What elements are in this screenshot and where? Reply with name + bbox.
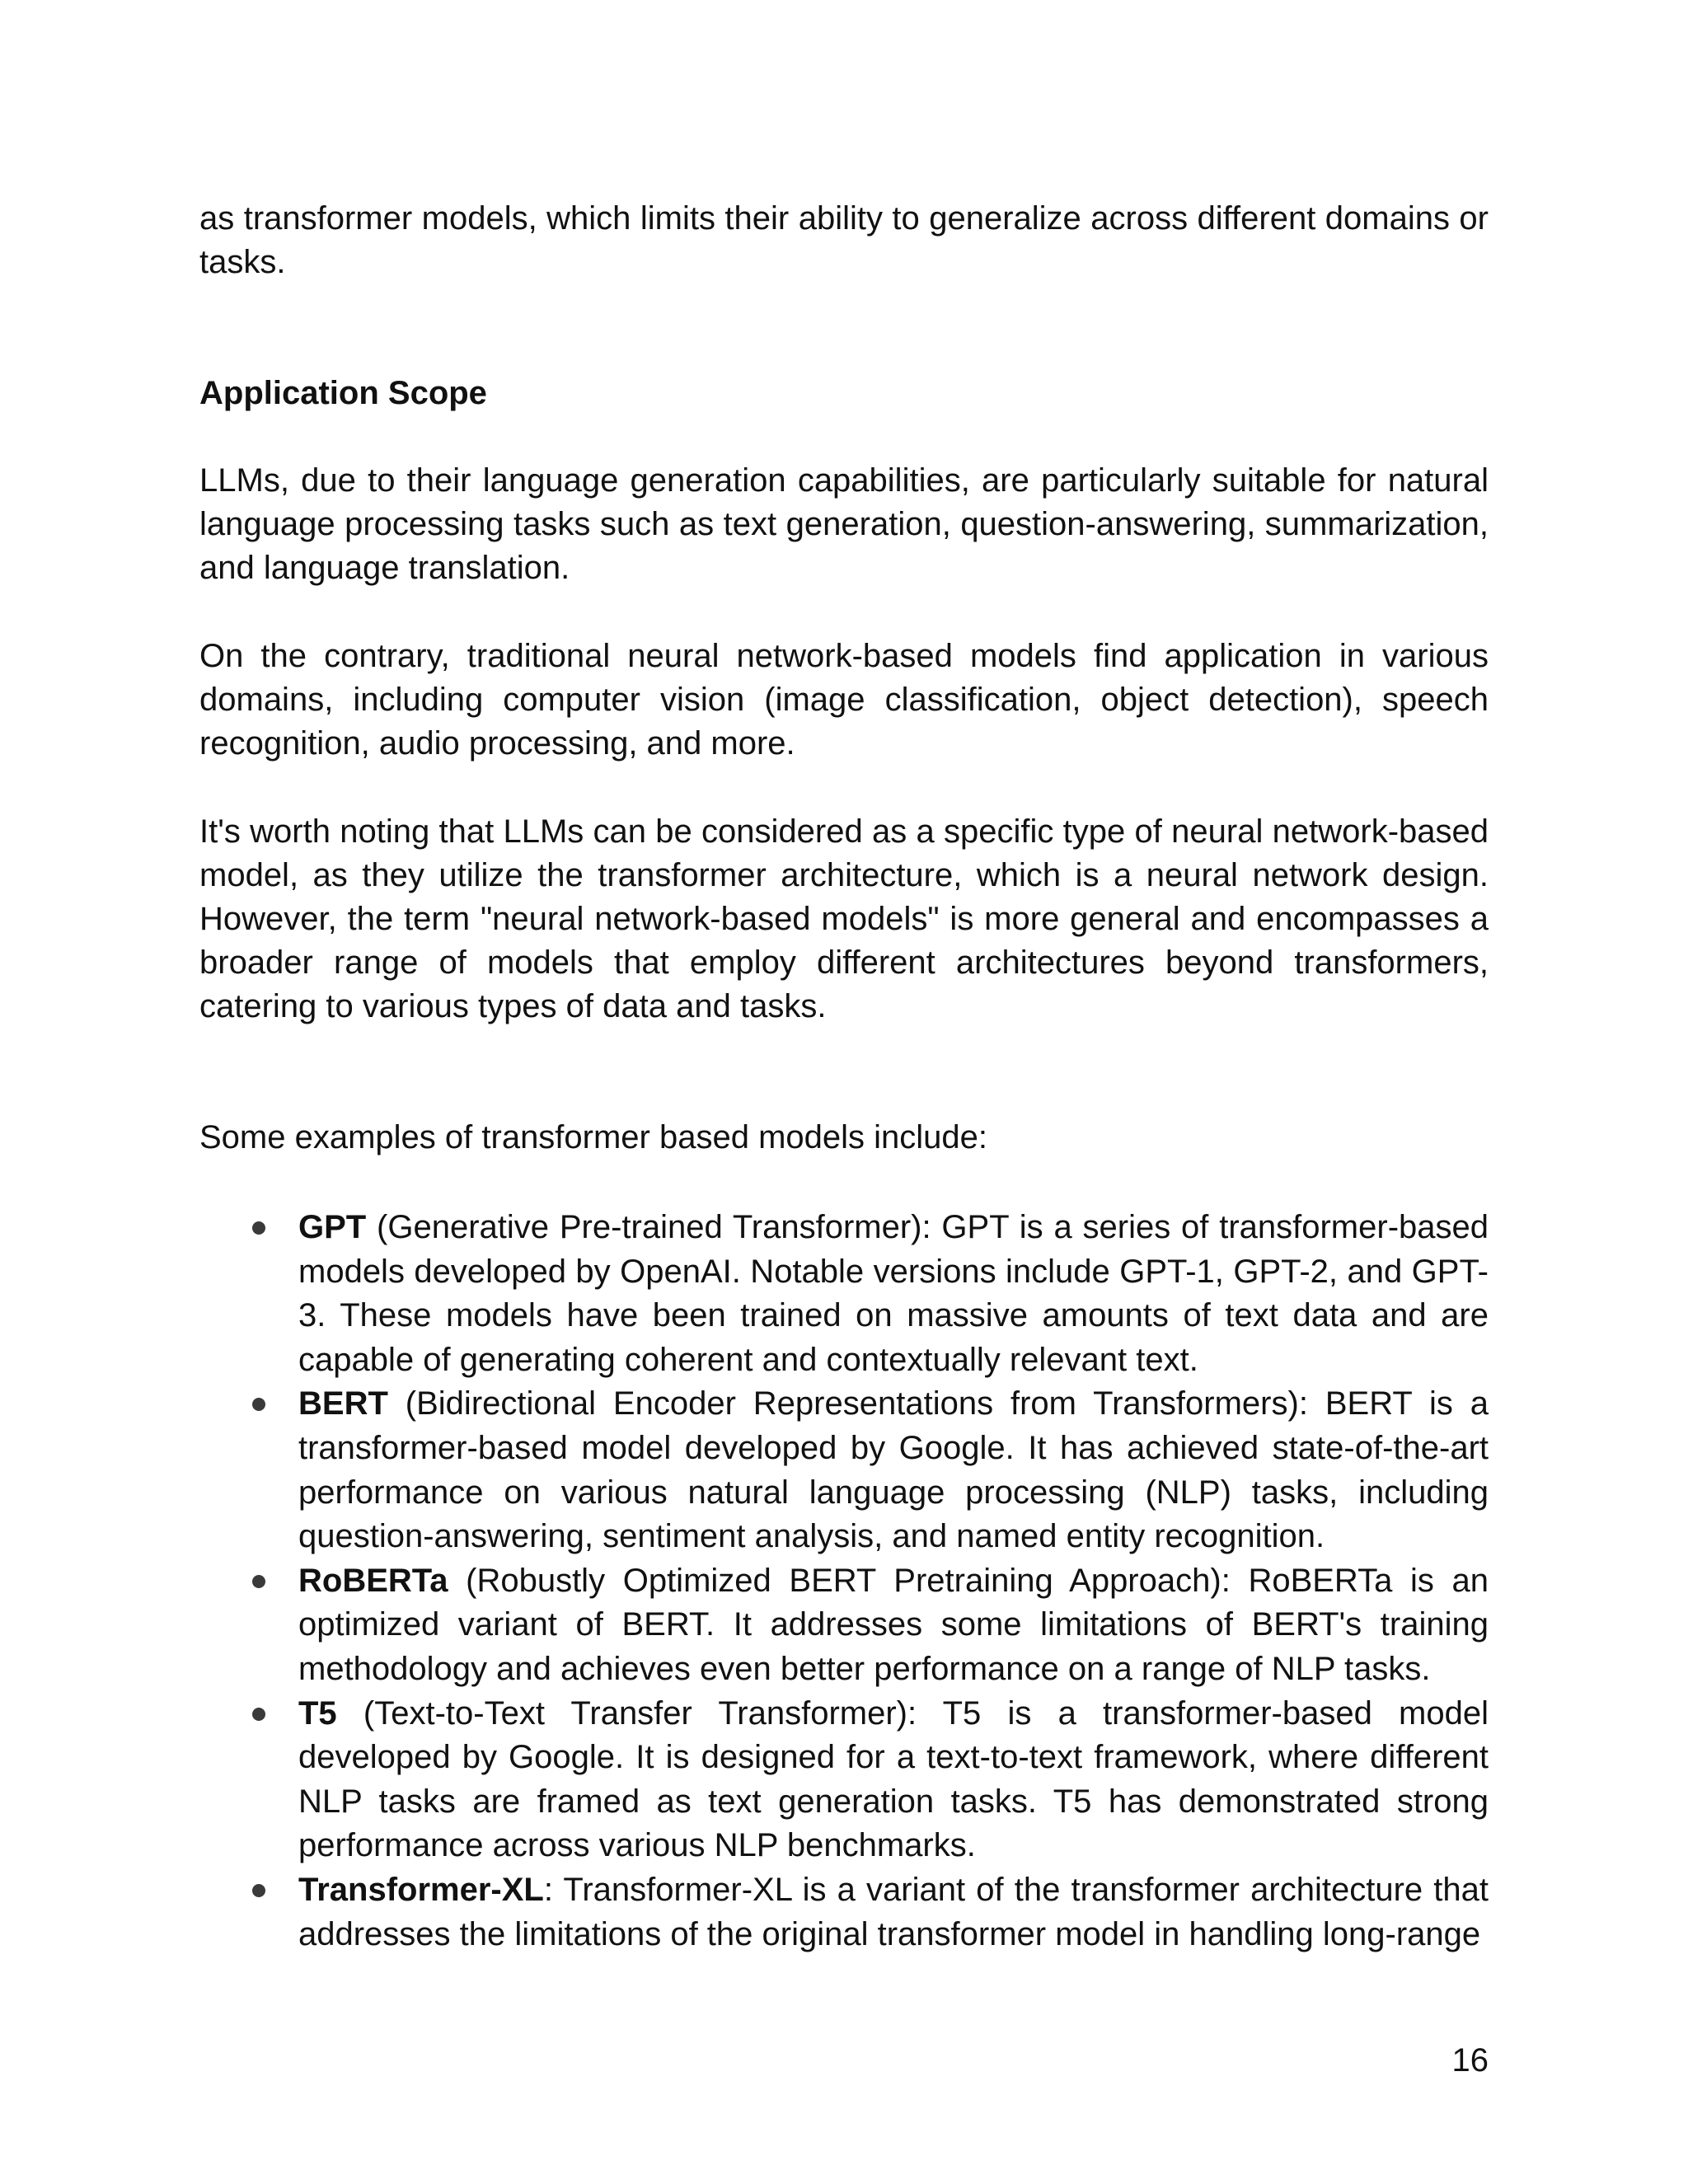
section-heading: Application Scope (199, 375, 487, 411)
list-item-term: GPT (298, 1209, 367, 1245)
list-item (199, 1206, 1489, 1382)
list-item-description: (Text-to-Text Transfer Transformer): T5 is a transformer-based model developed by Google. It is designed for a text-to-text framework, where different NLP tasks are framed as text generation tasks. T5 has demonstrated strong performance across various NLP benchmarks. (298, 1694, 1489, 1864)
list-item-term: RoBERTa (298, 1562, 448, 1599)
bullet-dot-icon (252, 1708, 265, 1721)
bullet-dot-icon (252, 1221, 265, 1235)
list-item (199, 1559, 1489, 1692)
transformer-models-list (199, 1206, 1489, 1957)
page-number: 16 (1451, 2042, 1489, 2079)
list-item-description: : Transformer-XL is a variant of the transformer architecture that addresses the limitations of the original transformer model in handling long-range (298, 1871, 1489, 1952)
list-item (199, 1868, 1489, 1957)
paragraph-llm-suitability: LLMs, due to their language generation capabilities, are particularly suitable for natural language processing tasks such as text generation, question-answering, summarization, and language translation. (199, 462, 1489, 586)
list-intro: Some examples of transformer based models include: (199, 1119, 988, 1155)
bullet-dot-icon (252, 1884, 265, 1897)
paragraph-worth-noting: It's worth noting that LLMs can be considered as a specific type of neural network-based model, as they utilize the transformer architecture, which is a neural network design. However, the term "neural network-based models" is more general and encompasses a broader range of models that employ different architectures beyond transformers, catering to various types of data and tasks. (199, 813, 1489, 1024)
paragraph-traditional-models: On the contrary, traditional neural network-based models find application in various domains, including computer vision (image classification, object detection), speech recognition, audio processing, and more. (199, 638, 1489, 762)
list-item-description: (Bidirectional Encoder Representations from Transformers): BERT is a transformer-based model developed by Google. It has achieved state-of-the-art performance on various natural language processing (NLP) tasks, including question-answering, sentiment analysis, and named entity recognition. (298, 1385, 1489, 1555)
bullet-dot-icon (252, 1398, 265, 1411)
list-item-description: (Robustly Optimized BERT Pretraining Approach): RoBERTa is an optimized variant of BERT. It addresses some limitations of BERT's training methodology and achieves even better performance on a range of NLP tasks. (298, 1562, 1489, 1687)
bullet-dot-icon (252, 1575, 265, 1588)
list-item-term: T5 (298, 1694, 337, 1732)
continuation-paragraph: as transformer models, which limits their ability to generalize across different domains or tasks. (199, 200, 1489, 280)
list-item (199, 1692, 1489, 1868)
list-item-term: Transformer-XL (298, 1871, 544, 1908)
list-item-term: BERT (298, 1385, 388, 1422)
list-item (199, 1382, 1489, 1558)
list-item-description: (Generative Pre-trained Transformer): GPT is a series of transformer-based models developed by OpenAI. Notable versions include GPT-1, GPT-2, and GPT-3. These models have been trained on massive amounts of text data and are capable of generating coherent and contextually relevant text. (298, 1209, 1489, 1378)
